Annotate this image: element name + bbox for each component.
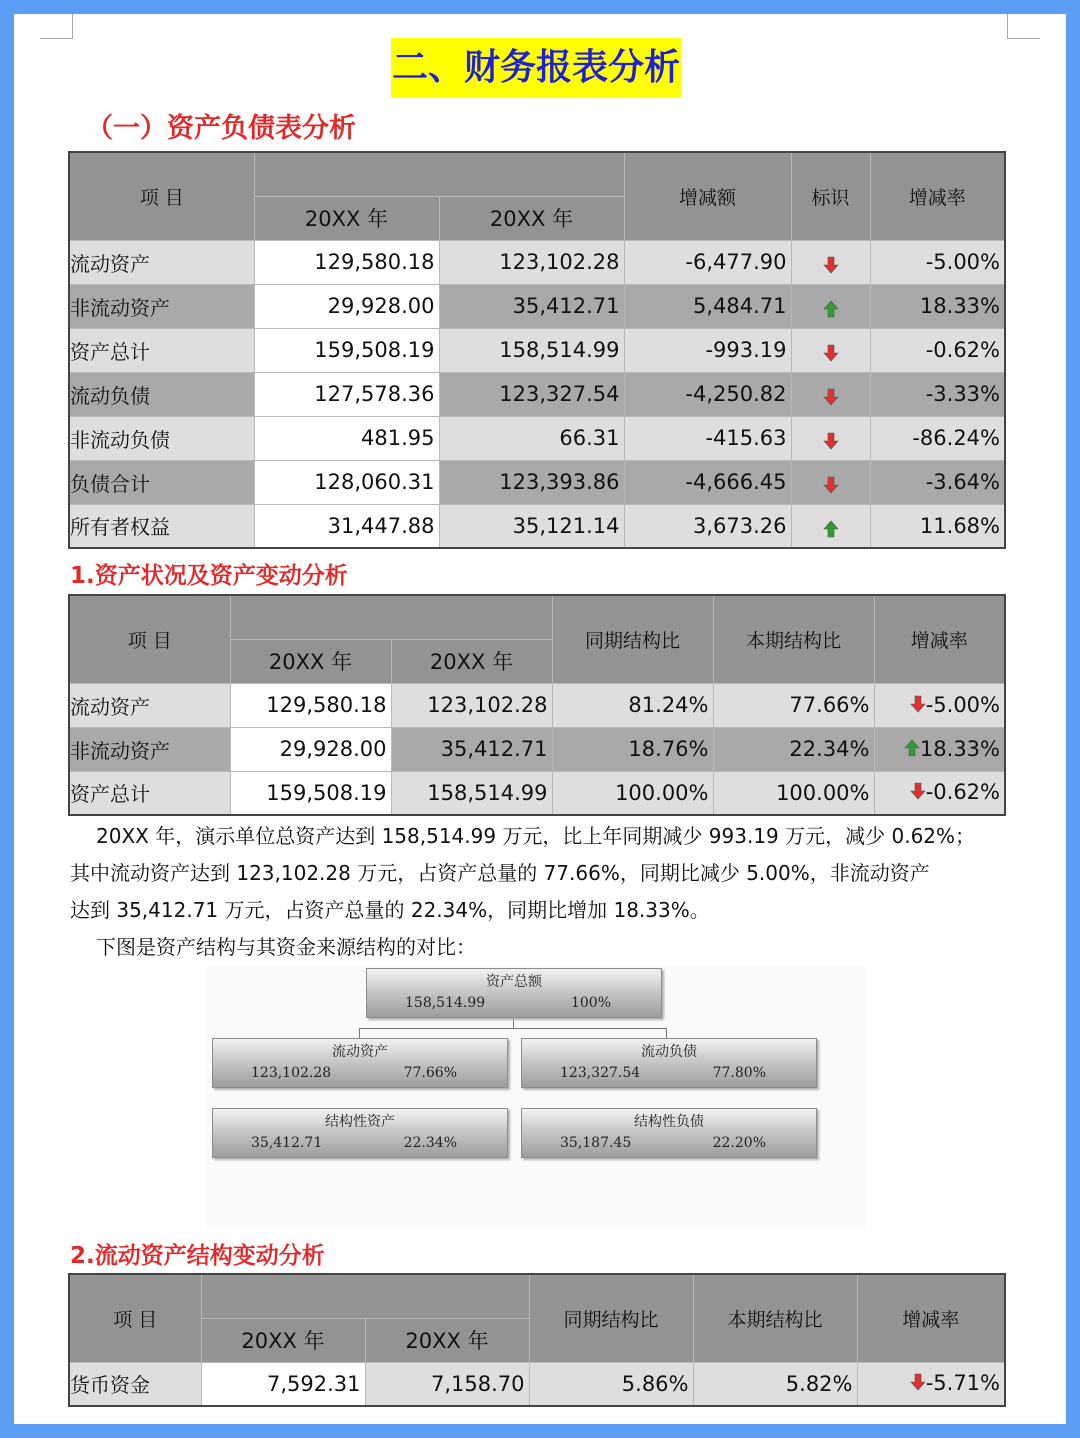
header-prev-ratio: 同期结构比 <box>529 1274 693 1362</box>
value-year-1: 31,447.88 <box>254 504 439 548</box>
change-rate: -5.00% <box>870 240 1005 284</box>
trend-mark <box>791 416 870 460</box>
row-label: 流动资产 <box>69 683 230 727</box>
value-year-1: 129,580.18 <box>230 683 391 727</box>
table-row <box>69 328 1005 372</box>
row-label: 资产总计 <box>69 771 230 815</box>
value-year-1: 127,578.36 <box>254 372 439 416</box>
arrow-down-icon <box>823 255 839 279</box>
change-amount: -4,250.82 <box>624 372 791 416</box>
node-percent: 22.20% <box>712 1135 766 1151</box>
paragraph-line: 其中流动资产达到 123,102.28 万元，占资产总量的 77.66%，同期比减少 5.00%，非流动资产 <box>70 861 930 885</box>
node-current-liabilities <box>521 1038 817 1088</box>
section-title: （一）资产负债表分析 <box>86 113 356 144</box>
prev-structure-ratio: 5.86% <box>529 1362 693 1406</box>
table-row <box>69 771 1005 815</box>
header-period-group <box>254 152 624 196</box>
value-year-1: 159,508.19 <box>254 328 439 372</box>
header-rate: 增减率 <box>874 595 1005 683</box>
change-amount: -993.19 <box>624 328 791 372</box>
table-row <box>69 1362 1005 1406</box>
change-rate: -0.62% <box>870 328 1005 372</box>
change-amount: 5,484.71 <box>624 284 791 328</box>
connector-line <box>359 1028 666 1029</box>
row-label: 负债合计 <box>69 460 254 504</box>
node-current-assets <box>212 1038 508 1088</box>
node-value: 123,102.28 <box>251 1065 332 1081</box>
row-label: 流动负债 <box>69 372 254 416</box>
change-rate-cell <box>874 771 1005 815</box>
arrow-down-icon <box>910 781 926 805</box>
node-title: 流动负债 <box>641 1044 697 1060</box>
document-page <box>14 14 1066 1424</box>
value-year-1: 7,592.31 <box>201 1362 365 1406</box>
value-year-1: 29,928.00 <box>230 727 391 771</box>
header-item: 项 目 <box>69 1274 201 1362</box>
header-year-1: 20XX 年 <box>230 639 391 683</box>
crop-mark-top-right <box>1007 14 1040 39</box>
arrow-up-icon <box>904 738 920 762</box>
value-year-2: 158,514.99 <box>439 328 624 372</box>
value-year-1: 481.95 <box>254 416 439 460</box>
header-cur-ratio: 本期结构比 <box>693 1274 857 1362</box>
node-title: 资产总额 <box>486 974 542 990</box>
paragraph-line: 达到 35,412.71 万元，占资产总量的 22.34%，同期比增加 18.33%。 <box>70 898 710 922</box>
change-rate: 18.33% <box>919 736 1000 761</box>
node-title: 流动资产 <box>332 1044 388 1060</box>
value-year-2: 123,102.28 <box>439 240 624 284</box>
header-change: 增减额 <box>624 152 791 240</box>
trend-mark <box>791 284 870 328</box>
node-value: 123,327.54 <box>560 1065 641 1081</box>
change-rate: -86.24% <box>870 416 1005 460</box>
change-amount: -6,477.90 <box>624 240 791 284</box>
cur-structure-ratio: 22.34% <box>713 727 874 771</box>
change-rate: -5.00% <box>925 692 1000 717</box>
row-label: 资产总计 <box>69 328 254 372</box>
change-rate: -5.71% <box>925 1371 1000 1396</box>
table-row <box>69 460 1005 504</box>
header-prev-ratio: 同期结构比 <box>552 595 713 683</box>
node-percent: 77.66% <box>403 1065 457 1081</box>
table-row <box>69 727 1005 771</box>
trend-mark <box>791 504 870 548</box>
node-total-assets <box>366 968 662 1018</box>
current-assets-structure-table <box>68 1273 1006 1407</box>
trend-mark <box>791 240 870 284</box>
header-mark: 标识 <box>791 152 870 240</box>
value-year-2: 7,158.70 <box>365 1362 529 1406</box>
analysis-paragraph <box>70 818 1020 966</box>
value-year-2: 35,412.71 <box>439 284 624 328</box>
change-rate: -3.33% <box>870 372 1005 416</box>
arrow-down-icon <box>823 387 839 411</box>
cur-structure-ratio: 5.82% <box>693 1362 857 1406</box>
asset-status-table <box>68 594 1006 816</box>
value-year-2: 35,412.71 <box>391 727 552 771</box>
value-year-1: 29,928.00 <box>254 284 439 328</box>
trend-mark <box>791 372 870 416</box>
prev-structure-ratio: 81.24% <box>552 683 713 727</box>
change-rate: 11.68% <box>870 504 1005 548</box>
value-year-1: 159,508.19 <box>230 771 391 815</box>
header-period-group <box>230 595 552 639</box>
connector-line <box>666 1028 667 1038</box>
node-structural-liabilities <box>521 1108 817 1158</box>
cur-structure-ratio: 100.00% <box>713 771 874 815</box>
header-item: 项 目 <box>69 595 230 683</box>
header-year-1: 20XX 年 <box>201 1318 365 1362</box>
asset-structure-diagram <box>206 966 866 1228</box>
node-percent: 100% <box>570 995 611 1011</box>
node-percent: 77.80% <box>712 1065 766 1081</box>
change-rate-cell <box>857 1362 1005 1406</box>
header-year-2: 20XX 年 <box>439 196 624 240</box>
paragraph-line: 下图是资产结构与其资金来源结构的对比： <box>96 935 476 959</box>
prev-structure-ratio: 100.00% <box>552 771 713 815</box>
change-amount: -4,666.45 <box>624 460 791 504</box>
cur-structure-ratio: 77.66% <box>713 683 874 727</box>
value-year-2: 123,393.86 <box>439 460 624 504</box>
change-rate-cell <box>874 683 1005 727</box>
connector-line <box>359 1028 360 1038</box>
row-label: 非流动资产 <box>69 727 230 771</box>
value-year-1: 129,580.18 <box>254 240 439 284</box>
header-period-group <box>201 1274 529 1318</box>
change-rate-cell <box>874 727 1005 771</box>
node-value: 35,412.71 <box>251 1135 323 1151</box>
value-year-2: 123,102.28 <box>391 683 552 727</box>
row-label: 流动资产 <box>69 240 254 284</box>
value-year-2: 123,327.54 <box>439 372 624 416</box>
arrow-down-icon <box>823 431 839 455</box>
node-percent: 22.34% <box>403 1135 457 1151</box>
row-label: 非流动资产 <box>69 284 254 328</box>
table-row <box>69 504 1005 548</box>
node-title: 结构性资产 <box>325 1114 395 1130</box>
balance-sheet-table <box>68 151 1006 549</box>
row-label: 货币资金 <box>69 1362 201 1406</box>
paragraph-line: 20XX 年，演示单位总资产达到 158,514.99 万元，比上年同期减少 993.19 万元，减少 0.62%； <box>96 824 976 848</box>
trend-mark <box>791 460 870 504</box>
table-row <box>69 284 1005 328</box>
table-row <box>69 416 1005 460</box>
arrow-up-icon <box>823 299 839 323</box>
arrow-down-icon <box>823 343 839 367</box>
subsection-title-asset-status: 1.资产状况及资产变动分析 <box>70 563 348 589</box>
header-year-1: 20XX 年 <box>254 196 439 240</box>
arrow-down-icon <box>823 475 839 499</box>
node-value: 35,187.45 <box>560 1135 632 1151</box>
crop-mark-top-left <box>40 14 73 39</box>
prev-structure-ratio: 18.76% <box>552 727 713 771</box>
table-row <box>69 240 1005 284</box>
header-item: 项 目 <box>69 152 254 240</box>
node-title: 结构性负债 <box>634 1114 704 1130</box>
change-amount: 3,673.26 <box>624 504 791 548</box>
value-year-2: 158,514.99 <box>391 771 552 815</box>
trend-mark <box>791 328 870 372</box>
arrow-down-icon <box>910 694 926 718</box>
node-value: 158,514.99 <box>405 995 486 1011</box>
value-year-1: 128,060.31 <box>254 460 439 504</box>
change-amount: -415.63 <box>624 416 791 460</box>
header-year-2: 20XX 年 <box>391 639 552 683</box>
arrow-down-icon <box>910 1372 926 1396</box>
main-title: 二、财务报表分析 <box>391 38 681 98</box>
table-row <box>69 683 1005 727</box>
header-rate: 增减率 <box>870 152 1005 240</box>
node-structural-assets <box>212 1108 508 1158</box>
header-cur-ratio: 本期结构比 <box>713 595 874 683</box>
subsection-title-current-assets: 2.流动资产结构变动分析 <box>70 1243 325 1269</box>
change-rate: -0.62% <box>925 780 1000 805</box>
header-rate: 增减率 <box>857 1274 1005 1362</box>
arrow-up-icon <box>823 519 839 543</box>
change-rate: 18.33% <box>870 284 1005 328</box>
value-year-2: 66.31 <box>439 416 624 460</box>
value-year-2: 35,121.14 <box>439 504 624 548</box>
row-label: 非流动负债 <box>69 416 254 460</box>
table-row <box>69 372 1005 416</box>
change-rate: -3.64% <box>870 460 1005 504</box>
header-year-2: 20XX 年 <box>365 1318 529 1362</box>
row-label: 所有者权益 <box>69 504 254 548</box>
